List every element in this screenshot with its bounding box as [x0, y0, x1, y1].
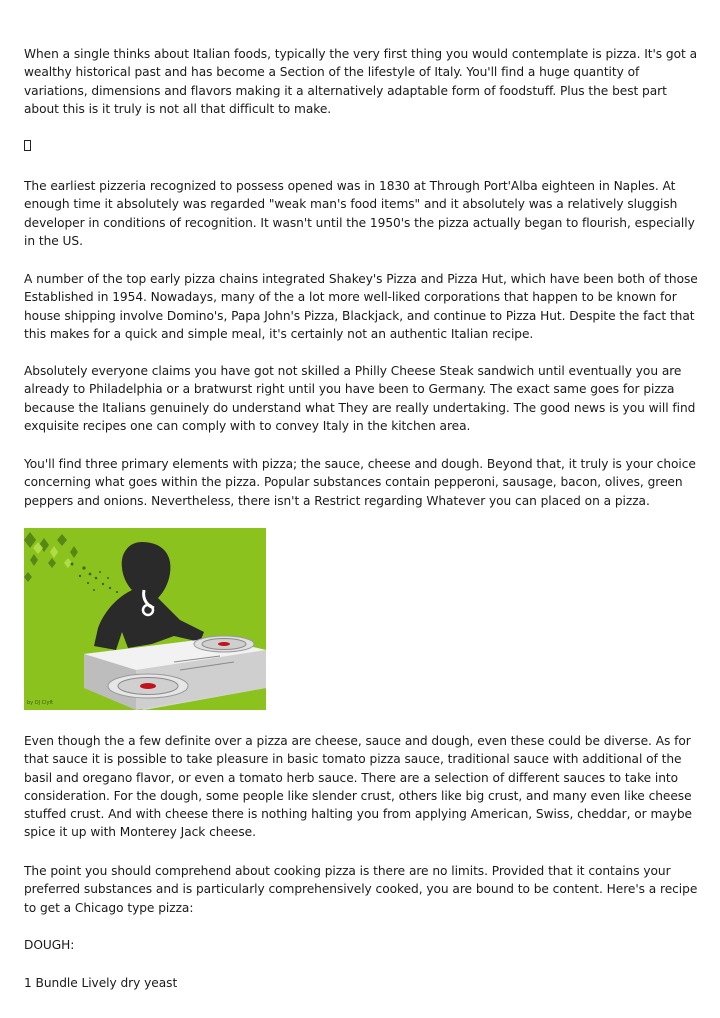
paragraph-chains: A number of the top early pizza chains integrated Shakey's Pizza and Pizza Hut, which have been both of those Established in 1954. Nowadays, many of the a lot more well-liked corporations that happen to be known for house shipping involve Domino's, Papa John's Pizza, Blackjack, and continue to Pizza Hut. Despite the fact that this makes for a quick and simple meal, it's certainly not an authentic Italian recipe. [24, 272, 698, 341]
paragraph-intro: When a single thinks about Italian foods, typically the very first thing you would contemplate is pizza. It's got a wealthy historical past and has become a Section of the lifestyle of Italy. You'll find a huge quantity of variations, dimensions and flavors making it a alternatively adaptable form of foodstuff. Plus the best part about this is it truly is not all that difficult to make. [24, 47, 697, 116]
paragraph-history: The earliest pizzeria recognized to possess opened was in 1830 at Through Port'Alba eighteen in Naples. At enough time it absolutely was regarded "weak man's food items" and it absolutely was a relatively sluggish developer in conditions of recognition. It wasn't until the 1950's the pizza actually began to flourish, especially in the US. [24, 179, 695, 248]
missing-glyph-icon [24, 140, 31, 151]
dj-turntable-image [24, 528, 266, 710]
paragraph-authentic: Absolutely everyone claims you have got not skilled a Philly Cheese Steak sandwich until eventually you are already to Philadelphia or a bratwurst right until you have been to Germany. The exact same goes for pizza because the Italians genuinely do understand what They are really undertaking. The good news is you will find exquisite recipes one can comply with to convey Italy in the kitchen area. [24, 364, 696, 433]
paragraph-elements: You'll find three primary elements with pizza; the sauce, cheese and dough. Beyond that, it truly is your choice concerning what goes within the pizza. Popular substances contain pepperoni, sausage, bacon, olives, green peppers and onions. Nevertheless, there isn't a Restrict regarding Whatever you can placed on a pizza. [24, 457, 696, 508]
paragraph-variations: Even though the a few definite over a pizza are cheese, sauce and dough, even these could be diverse. As for that sauce it is possible to take pleasure in basic tomato pizza sauce, traditional sauce with additional of the basil and oregano flavor, or even a tomato herb sauce. There are a selection of different sauces to take into consideration. For the dough, some people like slender crust, others like big crust, and many even like cheese stuffed crust. And with cheese there is nothing halting you from applying American, Swiss, cheddar, or maybe spice it up with Monterey Jack cheese. [24, 734, 693, 840]
recipe-dough-heading: DOUGH: [24, 938, 75, 952]
recipe-ingredient: 1 Bundle Lively dry yeast [24, 976, 178, 990]
paragraph-no-limits: The point you should comprehend about cooking pizza is there are no limits. Provided that it contains your preferred substances and is particularly comprehensively cooked, you are bound to be content. Here's a recipe to get a Chicago type pizza: [24, 864, 698, 915]
image-credit: by DJ Clyft [27, 700, 54, 706]
